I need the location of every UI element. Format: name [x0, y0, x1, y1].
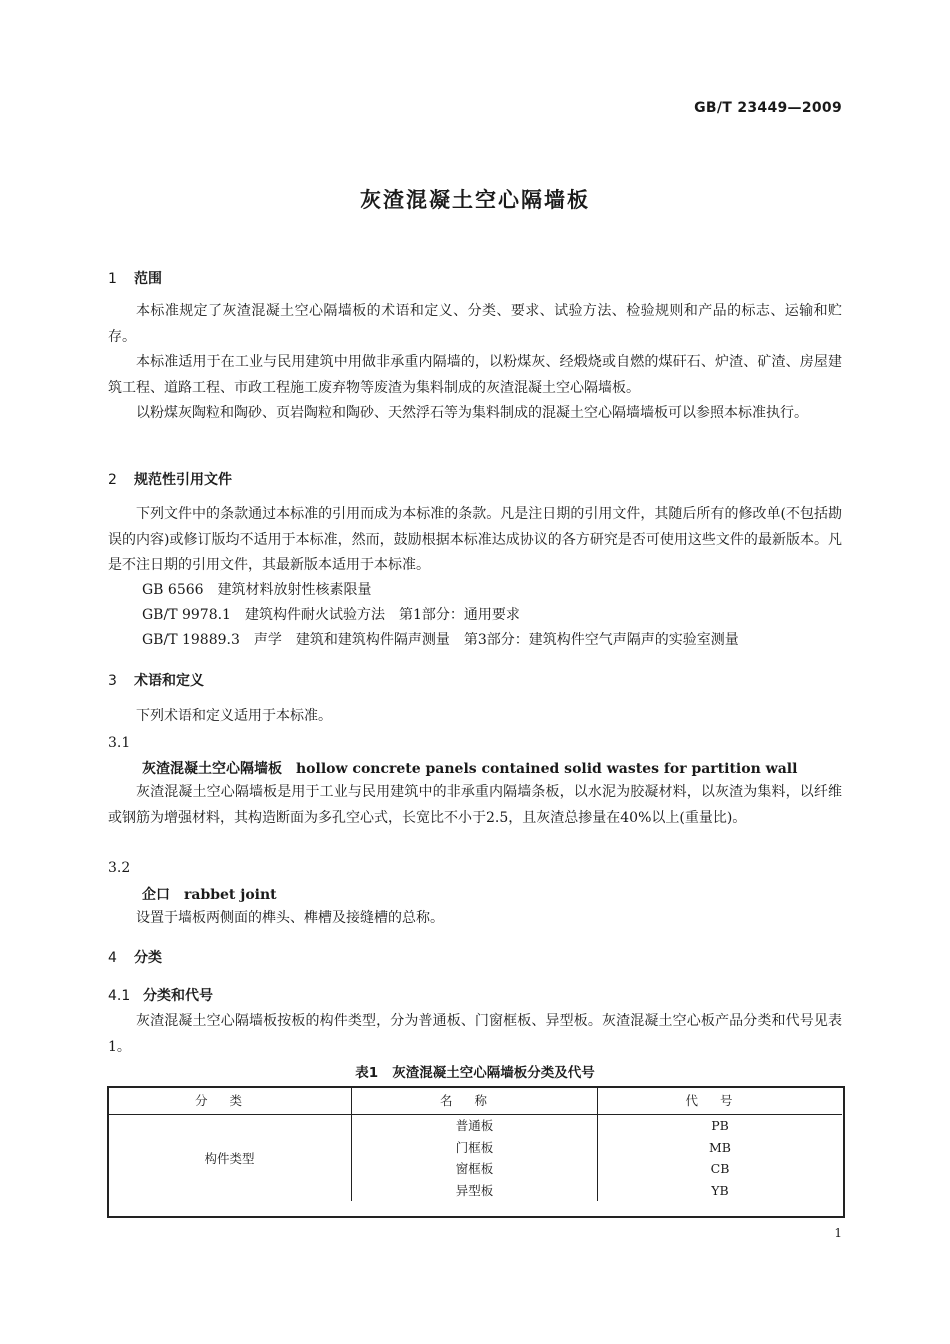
subsection-number: 4.1 [108, 988, 131, 1004]
section-1-heading [108, 268, 162, 288]
section-number: 3 [108, 673, 117, 689]
table-header-row [108, 1086, 842, 1115]
page-number: 1 [834, 1226, 842, 1240]
table-label: 表1 [355, 1065, 379, 1081]
document-title: 灰渣混凝土空心隔墙板 [360, 188, 590, 212]
panel-code: YB [711, 1182, 729, 1198]
header-cell: 代号 [598, 1086, 843, 1115]
term-chinese: 企口 [142, 887, 170, 903]
reference-title: 建筑构件耐火试验方法 第1部分：通用要求 [244, 607, 520, 623]
subsection-heading [108, 985, 213, 1005]
reference-item [142, 628, 753, 654]
paragraph: 灰渣混凝土空心隔墙板按板的构件类型，分为普通板、门窗框板、异型板。灰渣混凝土空心板产品分类和代号见表1。 [108, 1013, 842, 1055]
header-cell: 分类 [108, 1086, 352, 1115]
paragraph: 本标准规定了灰渣混凝土空心隔墙板的术语和定义、分类、要求、试验方法、检验规则和产品的标志、运输和贮存。 [108, 303, 842, 345]
term-definition: 设置于墙板两侧面的榫头、榫槽及接缝槽的总称。 [136, 910, 444, 926]
reference-code: GB/T 19889.3 [142, 632, 240, 648]
section-number: 1 [108, 271, 117, 287]
term-entry [142, 884, 277, 904]
codes-cell [598, 1115, 843, 1202]
paragraph: 下列文件中的条款通过本标准的引用而成为本标准的条款。凡是注日期的引用文件，其随后所有的修改单(不包括勘误的内容)或修订版均不适用于本标准，然而，鼓励根据本标准达成协议的各方研究是否可使用这些文件的最新版本。凡是不注日期的引用文件，其最新版本适用于本标准。 [108, 506, 842, 573]
paragraph: 本标准适用于在工业与民用建筑中用做非承重内隔墙的，以粉煤灰、经煅烧或自燃的煤矸石、炉渣、矿渣、房屋建筑工程、道路工程、市政工程施工废弃物等废渣为集料制成的灰渣混凝土空心隔墙板。 [108, 354, 842, 396]
table-row [108, 1115, 842, 1202]
term-chinese: 灰渣混凝土空心隔墙板 [142, 761, 282, 777]
term-english: rabbet joint [184, 887, 277, 903]
reference-title: 建筑材料放射性核素限量 [217, 582, 372, 598]
panel-name: 门框板 [455, 1139, 494, 1155]
standard-code: GB/T 23449—2009 [694, 100, 842, 116]
table-title: 灰渣混凝土空心隔墙板分类及代号 [392, 1065, 595, 1081]
panel-name: 异型板 [455, 1182, 494, 1198]
term-definition: 灰渣混凝土空心隔墙板是用于工业与民用建筑中的非承重内隔墙条板，以水泥为胶凝材料，以灰渣为集料，以纤维或钢筋为增强材料，其构造断面为多孔空心式，长宽比不小于2.5，且灰渣总掺量在40%以上(重量比)。 [108, 784, 842, 826]
section-title: 范围 [134, 271, 162, 287]
names-cell [352, 1115, 598, 1202]
header-cell: 名称 [352, 1086, 598, 1115]
section-2-heading [108, 469, 232, 489]
reference-item [142, 603, 534, 629]
reference-title: 声学 建筑和建筑构件隔声测量 第3部分：建筑构件空气声隔声的实验室测量 [253, 632, 739, 648]
section-title: 术语和定义 [134, 673, 204, 689]
panel-name: 普通板 [455, 1118, 494, 1133]
section-title: 分类 [134, 950, 162, 966]
classification-table [108, 1086, 842, 1201]
panel-code: MB [709, 1139, 731, 1155]
paragraph: 下列术语和定义适用于本标准。 [136, 708, 332, 724]
section-number: 2 [108, 472, 117, 488]
category-cell: 构件类型 [204, 1151, 255, 1166]
reference-item [142, 578, 386, 604]
clause-number: 3.1 [108, 735, 131, 751]
term-english: hollow concrete panels contained solid wastes for partition wall [296, 761, 798, 777]
reference-code: GB/T 9978.1 [142, 607, 231, 623]
section-number: 4 [108, 950, 117, 966]
table-caption [0, 1061, 950, 1081]
reference-code: GB 6566 [142, 582, 204, 598]
term-entry [142, 758, 797, 778]
paragraph: 以粉煤灰陶粒和陶砂、页岩陶粒和陶砂、天然浮石等为集料制成的混凝土空心隔墙墙板可以参照本标准执行。 [136, 405, 808, 421]
section-4-heading [108, 947, 162, 967]
section-3-heading [108, 670, 204, 690]
panel-code: CB [710, 1161, 730, 1176]
panel-code: PB [711, 1118, 729, 1133]
section-title: 规范性引用文件 [134, 472, 232, 488]
subsection-title: 分类和代号 [143, 988, 213, 1004]
clause-number: 3.2 [108, 860, 131, 876]
panel-name: 窗框板 [455, 1161, 494, 1176]
